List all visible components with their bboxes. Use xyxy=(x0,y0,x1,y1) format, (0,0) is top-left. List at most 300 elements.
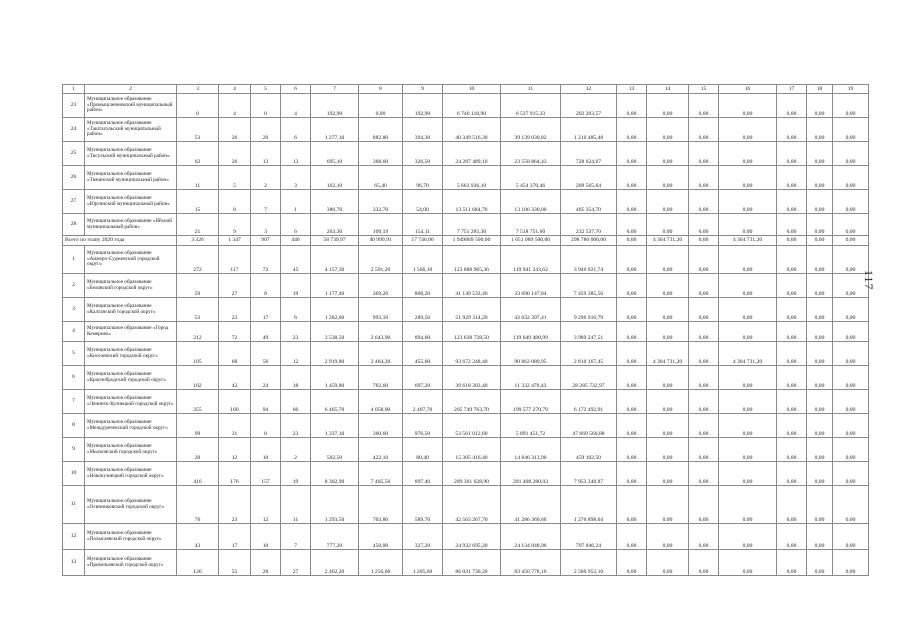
table-cell: 326,50 xyxy=(403,142,443,166)
table-cell: 14 846 313,90 xyxy=(501,438,561,462)
table-cell: 6 740 118,90 xyxy=(443,94,501,118)
table-cell: 0,00 xyxy=(617,322,647,342)
table-cell: 0,00 xyxy=(719,414,777,438)
table-cell: 3 946 921,74 xyxy=(561,246,617,274)
table-cell: 0,00 xyxy=(719,390,777,414)
table-cell: 0,00 xyxy=(833,550,869,576)
table-cell: 68 xyxy=(219,342,251,366)
table-cell: 0,00 xyxy=(833,486,869,524)
table-cell: 86 031 730,20 xyxy=(443,550,501,576)
table-cell: 0,00 xyxy=(777,438,807,462)
table-cell: 232 537,70 xyxy=(561,214,617,236)
table-cell: 123 888 965,36 xyxy=(443,246,501,274)
table-cell: 4 xyxy=(63,322,85,342)
table-cell: 2 580 952,10 xyxy=(561,550,617,576)
table-cell: 369,20 xyxy=(359,274,403,298)
table-cell: 94 xyxy=(251,390,281,414)
table-cell: 5 454 370,46 xyxy=(501,166,561,190)
table-cell: 16 xyxy=(719,85,777,94)
municipality-name-cell: Муниципальное образование «Прокопьевский городской округ» xyxy=(85,550,177,576)
table-cell: 0,00 xyxy=(617,342,647,366)
table-cell: 27 xyxy=(219,274,251,298)
table-row xyxy=(63,214,869,236)
municipality-name-cell: Муниципальное образование «Яйский муниципальный район» xyxy=(85,214,177,236)
header-row xyxy=(63,85,869,94)
table-cell: 993,10 xyxy=(359,298,403,322)
table-cell: 80,40 xyxy=(403,438,443,462)
table-cell: 1 xyxy=(63,246,85,274)
table-cell: 0,00 xyxy=(647,390,689,414)
table-cell: 117 xyxy=(219,246,251,274)
table-cell: 8 xyxy=(63,414,85,438)
table-cell: 0,00 xyxy=(647,94,689,118)
table-cell: 109,19 xyxy=(359,214,403,236)
table-cell: 40 349 516,30 xyxy=(443,118,501,142)
table-cell: 2 591,20 xyxy=(359,246,403,274)
table-cell: 0,00 xyxy=(807,236,833,246)
table-cell: 0,00 xyxy=(617,390,647,414)
table-cell: 53 xyxy=(177,118,219,142)
table-cell: 53 561 012,60 xyxy=(443,414,501,438)
table-cell: 25 xyxy=(63,142,85,166)
table-cell: 23 xyxy=(219,486,251,524)
table-cell: 12 xyxy=(281,342,311,366)
table-cell: 1 205,60 xyxy=(403,550,443,576)
data-table xyxy=(62,84,869,576)
table-cell: 450,00 xyxy=(359,524,403,550)
table-cell: 11 xyxy=(501,85,561,94)
table-cell: 99 xyxy=(177,414,219,438)
table-cell: 6 xyxy=(281,85,311,94)
table-cell: 703,80 xyxy=(359,486,403,524)
table-cell: 1 282,60 xyxy=(311,298,359,322)
table-cell: 0,00 xyxy=(689,462,719,486)
table-cell: 202 203,57 xyxy=(561,94,617,118)
table-cell: 54,00 xyxy=(403,190,443,214)
table-cell: 15 xyxy=(177,190,219,214)
table-cell: 0,00 xyxy=(617,142,647,166)
table-cell: 40 999,91 xyxy=(359,236,403,246)
table-cell: 6 172 492,91 xyxy=(561,390,617,414)
table-cell: 4 xyxy=(219,94,251,118)
table-cell: 11 xyxy=(177,166,219,190)
table-cell: 0,00 xyxy=(647,462,689,486)
table-cell: 0,00 xyxy=(833,414,869,438)
table-row xyxy=(63,524,869,550)
table-cell: 0,00 xyxy=(617,524,647,550)
table-cell: 160 xyxy=(219,390,251,414)
table-cell: 4 xyxy=(219,85,251,94)
table-cell: 1 459,80 xyxy=(311,366,359,390)
table-cell: 0,00 xyxy=(689,190,719,214)
table-cell: 697,20 xyxy=(403,366,443,390)
table-cell: 0,00 xyxy=(689,322,719,342)
table-row xyxy=(63,486,869,524)
table-cell: 13 106 330,00 xyxy=(501,190,561,214)
table-cell: 0 xyxy=(251,94,281,118)
table-cell: 8 xyxy=(251,274,281,298)
table-cell: 4 304 731,20 xyxy=(647,236,689,246)
table-cell: 0,00 xyxy=(807,118,833,142)
table-cell: 199 577 270,79 xyxy=(501,390,561,414)
table-cell: 28 xyxy=(63,214,85,236)
table-cell: 0,00 xyxy=(689,486,719,524)
table-cell: 976,50 xyxy=(403,414,443,438)
table-cell: 0,00 xyxy=(689,414,719,438)
table-cell: 119 941 243,62 xyxy=(501,246,561,274)
table-cell: 5 xyxy=(63,342,85,366)
table-cell: Всего по этапу 2020 года xyxy=(63,236,177,246)
table-cell: 41 149 533,40 xyxy=(443,274,501,298)
table-cell: 0,00 xyxy=(777,322,807,342)
table-cell: 105 xyxy=(177,342,219,366)
table-row xyxy=(63,298,869,322)
table-cell: 3 538,50 xyxy=(311,322,359,342)
table-cell: 728 624,67 xyxy=(561,142,617,166)
table-cell: 7 xyxy=(311,85,359,94)
table-cell: 0,00 xyxy=(617,246,647,274)
table-cell: 0,00 xyxy=(833,94,869,118)
table-cell: 0,00 xyxy=(647,118,689,142)
table-cell: 0,00 xyxy=(617,166,647,190)
table-cell: 1 210 485,48 xyxy=(561,118,617,142)
table-cell: 327,20 xyxy=(403,524,443,550)
municipality-name-cell: Муниципальное образование «Беловский городской округ» xyxy=(85,274,177,298)
table-row xyxy=(63,414,869,438)
table-cell: 42 xyxy=(219,366,251,390)
table-cell: 422,10 xyxy=(359,438,403,462)
table-cell: 0,00 xyxy=(689,94,719,118)
table-cell: 360,60 xyxy=(359,414,403,438)
table-cell: 0,00 xyxy=(777,298,807,322)
table-cell: 3 989 247,51 xyxy=(561,322,617,342)
table-cell: 0,00 xyxy=(719,298,777,322)
table-cell: 20 xyxy=(251,118,281,142)
table-cell: 0,00 xyxy=(689,214,719,236)
table-cell: 0,00 xyxy=(647,524,689,550)
table-cell: 55 xyxy=(219,550,251,576)
table-cell: 1 xyxy=(281,190,311,214)
table-cell: 2 xyxy=(251,166,281,190)
table-cell: 589,70 xyxy=(403,486,443,524)
table-cell: 1 256,60 xyxy=(359,550,403,576)
table-cell: 0,00 xyxy=(719,486,777,524)
municipality-name-cell: Муниципальное образование «Ленинск-Кузнецкий городской округ» xyxy=(85,390,177,414)
table-cell: 7 953 348,87 xyxy=(561,462,617,486)
table-cell: 39 139 030,82 xyxy=(501,118,561,142)
table-cell: 263,30 xyxy=(311,214,359,236)
table-cell: 23 558 864,43 xyxy=(501,142,561,166)
table-cell: 176 xyxy=(219,462,251,486)
table-cell: 23 xyxy=(281,322,311,342)
table-cell: 1 277,10 xyxy=(311,118,359,142)
table-cell: 1 949869 500,00 xyxy=(443,236,501,246)
table-cell: 907 xyxy=(251,236,281,246)
table-cell: 1 651 089 500,00 xyxy=(501,236,561,246)
table-cell: 1 347 xyxy=(219,236,251,246)
table-cell: 8 xyxy=(359,85,403,94)
table-cell: 9 296 916,79 xyxy=(561,298,617,322)
table-cell: 0,00 xyxy=(647,274,689,298)
table-cell: 162,10 xyxy=(311,166,359,190)
table-row xyxy=(63,142,869,166)
table-cell: 2 xyxy=(85,85,177,94)
table-cell: 0,00 xyxy=(647,322,689,342)
table-cell: 7 518 751,60 xyxy=(501,214,561,236)
table-cell: 0,00 xyxy=(617,438,647,462)
table-cell: 6 537 915,33 xyxy=(501,94,561,118)
table-cell: 33 690 147,84 xyxy=(501,274,561,298)
table-cell: 76 xyxy=(177,486,219,524)
table-row xyxy=(63,322,869,342)
table-cell: 3 xyxy=(281,166,311,190)
table-cell: 0,00 xyxy=(647,166,689,190)
table-cell: 0,00 xyxy=(777,366,807,390)
table-cell: 0,00 xyxy=(689,246,719,274)
table-cell: 2 462,20 xyxy=(311,550,359,576)
table-cell: 65,40 xyxy=(359,166,403,190)
table-cell: 394,30 xyxy=(403,118,443,142)
table-cell: 0,00 xyxy=(807,298,833,322)
table-cell: 0,00 xyxy=(647,550,689,576)
table-cell: 7 xyxy=(63,390,85,414)
table-cell: 405 354,70 xyxy=(561,190,617,214)
table-row xyxy=(63,438,869,462)
table-cell: 0,00 xyxy=(689,298,719,322)
table-cell: 695,10 xyxy=(311,142,359,166)
table-cell: 28 285 732,97 xyxy=(561,366,617,390)
table-cell: 416 xyxy=(177,462,219,486)
table-cell: 0,00 xyxy=(777,214,807,236)
municipality-name-cell: Муниципальное образование «Междуреченский городской округ» xyxy=(85,414,177,438)
table-cell: 332,70 xyxy=(359,190,403,214)
table-cell: 0,00 xyxy=(617,118,647,142)
municipality-name-cell: Муниципальное образование «Краснобродский городской округ» xyxy=(85,366,177,390)
table-cell: 298 780 000,00 xyxy=(561,236,617,246)
table-cell: 0,00 xyxy=(777,118,807,142)
table-cell: 4 xyxy=(281,94,311,118)
table-cell: 0,00 xyxy=(689,142,719,166)
table-cell: 0,00 xyxy=(833,366,869,390)
table-cell: 0,00 xyxy=(807,166,833,190)
table-cell: 9 xyxy=(63,438,85,462)
table-cell: 49 xyxy=(251,322,281,342)
table-cell: 0,00 xyxy=(807,246,833,274)
table-cell: 4 058,00 xyxy=(359,390,403,414)
table-cell: 4 304 731,20 xyxy=(719,342,777,366)
table-cell: 13 xyxy=(617,85,647,94)
table-cell: 0,00 xyxy=(647,438,689,462)
table-cell: 10 xyxy=(443,85,501,94)
table-cell: 6 xyxy=(281,214,311,236)
table-cell: 9 xyxy=(219,214,251,236)
table-cell: 459 102,50 xyxy=(561,438,617,462)
table-cell: 0,00 xyxy=(647,142,689,166)
table-cell: 0,00 xyxy=(359,94,403,118)
table-cell: 19 xyxy=(281,274,311,298)
table-row xyxy=(63,342,869,366)
table-cell: 12 xyxy=(63,524,85,550)
table-cell: 0,00 xyxy=(807,94,833,118)
table-cell: 0,00 xyxy=(719,524,777,550)
table-cell: 24 287 489,10 xyxy=(443,142,501,166)
table-cell: 0,00 xyxy=(777,342,807,366)
table-cell: 2 919,80 xyxy=(311,342,359,366)
table-cell: 43 xyxy=(177,524,219,550)
table-cell: 0,00 xyxy=(833,236,869,246)
table-cell: 11 332 470,43 xyxy=(501,366,561,390)
table-cell: 0,00 xyxy=(807,322,833,342)
table-cell: 897,40 xyxy=(403,462,443,486)
table-cell: 6 xyxy=(63,366,85,390)
table-cell: 26 xyxy=(63,166,85,190)
table-cell: 0,00 xyxy=(807,366,833,390)
table-row xyxy=(63,246,869,274)
table-cell: 23 xyxy=(281,414,311,438)
table-cell: 7 459 385,56 xyxy=(561,274,617,298)
table-cell: 10 xyxy=(251,438,281,462)
table-cell: 0,00 xyxy=(833,166,869,190)
table-cell: 0,00 xyxy=(833,190,869,214)
table-cell: 24 134 848,96 xyxy=(501,524,561,550)
table-cell: 20 xyxy=(177,438,219,462)
table-cell: 26 xyxy=(219,118,251,142)
table-cell: 27 xyxy=(281,550,311,576)
table-cell: 72 xyxy=(219,322,251,342)
table-cell: 42 563 267,70 xyxy=(443,486,501,524)
table-cell: 0,00 xyxy=(833,342,869,366)
table-cell: 0,00 xyxy=(777,414,807,438)
municipality-name-cell: Муниципальное образование «Новокузнецкий городской округ» xyxy=(85,462,177,486)
table-cell: 18 xyxy=(807,85,833,94)
table-cell: 26 xyxy=(219,142,251,166)
table-cell: 502,50 xyxy=(311,438,359,462)
municipality-name-cell: Муниципальное образование «Город Кемерово» xyxy=(85,322,177,342)
table-cell: 797 846,24 xyxy=(561,524,617,550)
table-cell: 58 739,97 xyxy=(311,236,359,246)
municipality-name-cell: Муниципальное образование «Тисульский муниципальный район» xyxy=(85,142,177,166)
table-cell: 0,00 xyxy=(689,118,719,142)
table-cell: 0,00 xyxy=(719,246,777,274)
table-cell: 24 xyxy=(251,366,281,390)
table-cell: 0,00 xyxy=(647,486,689,524)
table-cell: 17 xyxy=(251,298,281,322)
table-cell: 66 xyxy=(281,390,311,414)
table-cell: 5 xyxy=(251,85,281,94)
table-row xyxy=(63,94,869,118)
table-cell: 17 xyxy=(219,524,251,550)
table-cell: 3 xyxy=(251,214,281,236)
table-cell: 83 450 778,10 xyxy=(501,550,561,576)
table-cell: 0,00 xyxy=(719,462,777,486)
table-cell: 0,00 xyxy=(647,246,689,274)
table-cell: 93 672 248,40 xyxy=(443,342,501,366)
table-cell: 0,00 xyxy=(617,462,647,486)
table-cell: 0,00 xyxy=(647,214,689,236)
table-cell: 0,00 xyxy=(833,298,869,322)
table-cell: 19 xyxy=(833,85,869,94)
table-cell: 0,00 xyxy=(689,550,719,576)
table-cell: 7 751 285,30 xyxy=(443,214,501,236)
table-cell: 0,00 xyxy=(689,390,719,414)
table-cell: 13 511 684,70 xyxy=(443,190,501,214)
table-cell: 8 xyxy=(251,414,281,438)
table-cell: 0,00 xyxy=(617,190,647,214)
table-cell: 762,60 xyxy=(359,366,403,390)
table-cell: 4 157,30 xyxy=(311,246,359,274)
table-cell: 0,00 xyxy=(719,438,777,462)
table-cell: 119 649 480,99 xyxy=(501,322,561,342)
table-cell: 440 xyxy=(281,236,311,246)
table-cell: 3 xyxy=(63,298,85,322)
table-cell: 13 xyxy=(63,550,85,576)
table-cell: 0,00 xyxy=(833,142,869,166)
table-cell: 0,00 xyxy=(777,524,807,550)
table-cell: 289,50 xyxy=(403,298,443,322)
table-cell: 0,00 xyxy=(833,462,869,486)
table-cell: 3 326 xyxy=(177,236,219,246)
table-cell: 777,20 xyxy=(311,524,359,550)
table-cell: 1 566,10 xyxy=(403,246,443,274)
page-number: 117 xyxy=(862,270,876,291)
table-cell: 0,00 xyxy=(807,438,833,462)
table-cell: 368,60 xyxy=(359,142,403,166)
table-cell: 0,00 xyxy=(833,214,869,236)
table-cell: 0,00 xyxy=(647,190,689,214)
table-cell: 0,00 xyxy=(647,298,689,322)
table-cell: 0,00 xyxy=(777,236,807,246)
table-cell: 2 xyxy=(281,438,311,462)
table-cell: 0,00 xyxy=(719,366,777,390)
table-cell: 23 xyxy=(63,94,85,118)
table-row xyxy=(63,274,869,298)
table-cell: 13 xyxy=(251,142,281,166)
table-cell: 10 xyxy=(63,462,85,486)
table-cell: 0,00 xyxy=(807,414,833,438)
table-cell: 6 465,70 xyxy=(311,390,359,414)
table-cell: 9 xyxy=(403,85,443,94)
table-cell: 0,00 xyxy=(777,486,807,524)
table-cell: 15 xyxy=(689,85,719,94)
table-cell: 7 xyxy=(281,524,311,550)
table-cell: 12 xyxy=(561,85,617,94)
total-row xyxy=(63,236,869,246)
table-cell: 4 304 731,20 xyxy=(647,342,689,366)
table-cell: 0,00 xyxy=(807,142,833,166)
table-cell: 23 xyxy=(219,298,251,322)
table-cell: 5 xyxy=(219,166,251,190)
table-cell: 0,00 xyxy=(689,438,719,462)
table-cell: 0,00 xyxy=(617,236,647,246)
table-cell: 0,00 xyxy=(689,524,719,550)
table-cell: 882,80 xyxy=(359,118,403,142)
table-row xyxy=(63,190,869,214)
table-cell: 0,00 xyxy=(833,524,869,550)
municipality-name-cell: Муниципальное образование «Промышленновский муниципальный район» xyxy=(85,94,177,118)
table-cell: 62 xyxy=(177,142,219,166)
table-cell: 0,00 xyxy=(807,524,833,550)
table-cell: 154,11 xyxy=(403,214,443,236)
table-cell: 1 293,50 xyxy=(311,486,359,524)
table-cell: 0,00 xyxy=(777,190,807,214)
table-cell: 14 xyxy=(647,85,689,94)
table-row xyxy=(63,366,869,390)
table-cell: 0,00 xyxy=(833,322,869,342)
table-cell: 272 xyxy=(177,246,219,274)
table-cell: 0,00 xyxy=(777,246,807,274)
table-cell: 72 xyxy=(251,246,281,274)
table-cell: 47 669 560,88 xyxy=(561,414,617,438)
